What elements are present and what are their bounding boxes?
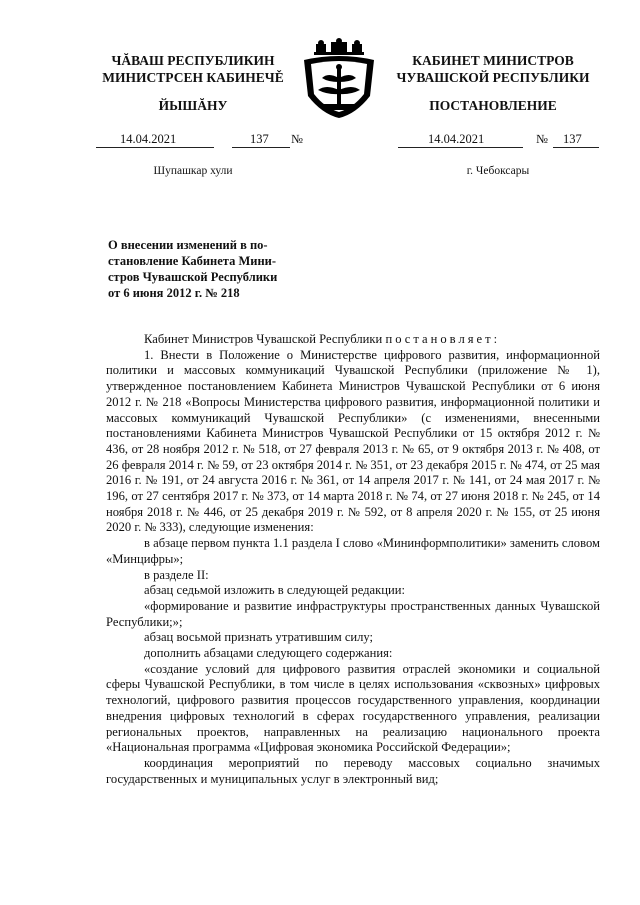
left-date: 14.04.2021 xyxy=(120,132,177,146)
body-paragraph: координация мероприятий по переводу массовых социально значимых государственных и муниципальных услуг в электронный вид; xyxy=(106,755,600,786)
header-left-doc-type: ЙЫШĂНУ xyxy=(158,98,228,113)
document-subject xyxy=(108,237,308,301)
left-number-underline xyxy=(232,147,290,148)
left-date-underline xyxy=(96,147,214,148)
body-paragraph: 1. Внести в Положение о Министерстве цифрового развития, информационной политики и массовых коммуникаций Чувашской Республики (приложение № 1), утвержденное постановлением Кабинета Министров Чувашской Республики от 6 июня 2012 г. № 218 «Вопросы Министерства цифрового развития, информационной политики и массовых коммуникаций Чувашской Республики» (с изменениями, внесенными постановлениями Кабинета Министров Чувашской Республики от 15 октября 2012 г. № 436, от 28 ноября 2012 г. № 518, от 27 февраля 2013 г. № 65, от 9 октября 2013 г. № 408, от 26 февраля 2014 г. № 59, от 23 октября 2014 г. № 351, от 23 декабря 2015 г. № 474, от 25 мая 2016 г. № 191, от 24 августа 2016 г. № 361, от 14 апреля 2017 г. № 141, от 24 мая 2017 г. № 196, от 27 сентября 2017 г. № 373, от 14 марта 2018 г. № 74, от 27 июня 2018 г. № 245, от 14 ноября 2018 г. № 446, от 25 декабря 2019 г. № 592, от 8 апреля 2020 г. № 155, от 25 июня 2020 г. № 333), следующие изменения: xyxy=(106,347,600,535)
right-number-underline xyxy=(553,147,599,148)
subject-line: становление Кабинета Мини- xyxy=(108,254,277,268)
document-body xyxy=(106,332,600,787)
header-left-line1: ЧĂВАШ РЕСПУБЛИКИН xyxy=(111,53,275,68)
body-paragraph: дополнить абзацами следующего содержания: xyxy=(144,646,393,661)
body-paragraph: «создание условий для цифрового развития отраслей экономики и социальной сферы Чувашской Республики, в том числе в целях использования «сквозных» цифровых технологий, цифрового развития процессов государственного управления, координации внедрения цифровых технологий в сферах государственного управления, реализации региональных проектов, направленных на реализацию национального проекта «Национальная программа «Цифровая экономика Российской Федерации»; xyxy=(106,661,600,755)
body-paragraph: «формирование и развитие инфраструктуры пространственных данных Чувашской Республики;»; xyxy=(106,598,600,629)
body-paragraph: в абзаце первом пункта 1.1 раздела I слово «Мининформполитики» заменить словом «Минцифры»; xyxy=(106,536,600,566)
right-date: 14.04.2021 xyxy=(428,132,485,146)
coat-of-arms-emblem xyxy=(298,38,380,122)
subject-line: стров Чувашской Республики xyxy=(108,270,278,284)
body-paragraph: абзац седьмой изложить в следующей редакции: xyxy=(144,583,405,598)
subject-line: О внесении изменений в по- xyxy=(108,238,268,252)
left-number-sign: № xyxy=(291,132,303,146)
left-number: 137 xyxy=(250,132,269,146)
header-right-line1: КАБИНЕТ МИНИСТРОВ xyxy=(412,53,574,68)
subject-line: от 6 июня 2012 г. № 218 xyxy=(108,286,240,300)
body-paragraph: в разделе II: xyxy=(144,567,209,582)
header-right-doc-type: ПОСТАНОВЛЕНИЕ xyxy=(429,98,557,113)
intro-verb: постановляет: xyxy=(385,332,501,346)
right-number: 137 xyxy=(563,132,582,146)
right-place: г. Чебоксары xyxy=(466,165,530,177)
header-left-line2: МИНИСТРСЕН КАБИНЕЧĚ xyxy=(102,70,284,85)
header-right-line2: ЧУВАШСКОЙ РЕСПУБЛИКИ xyxy=(396,70,590,85)
right-number-sign: № xyxy=(536,132,548,146)
left-place: Шупашкар хули xyxy=(153,165,233,177)
intro-paragraph xyxy=(106,332,600,348)
body-paragraph: абзац восьмой признать утратившим силу; xyxy=(144,630,374,645)
intro-prefix: Кабинет Министров Чувашской Республики xyxy=(144,332,383,346)
right-date-underline xyxy=(398,147,523,148)
